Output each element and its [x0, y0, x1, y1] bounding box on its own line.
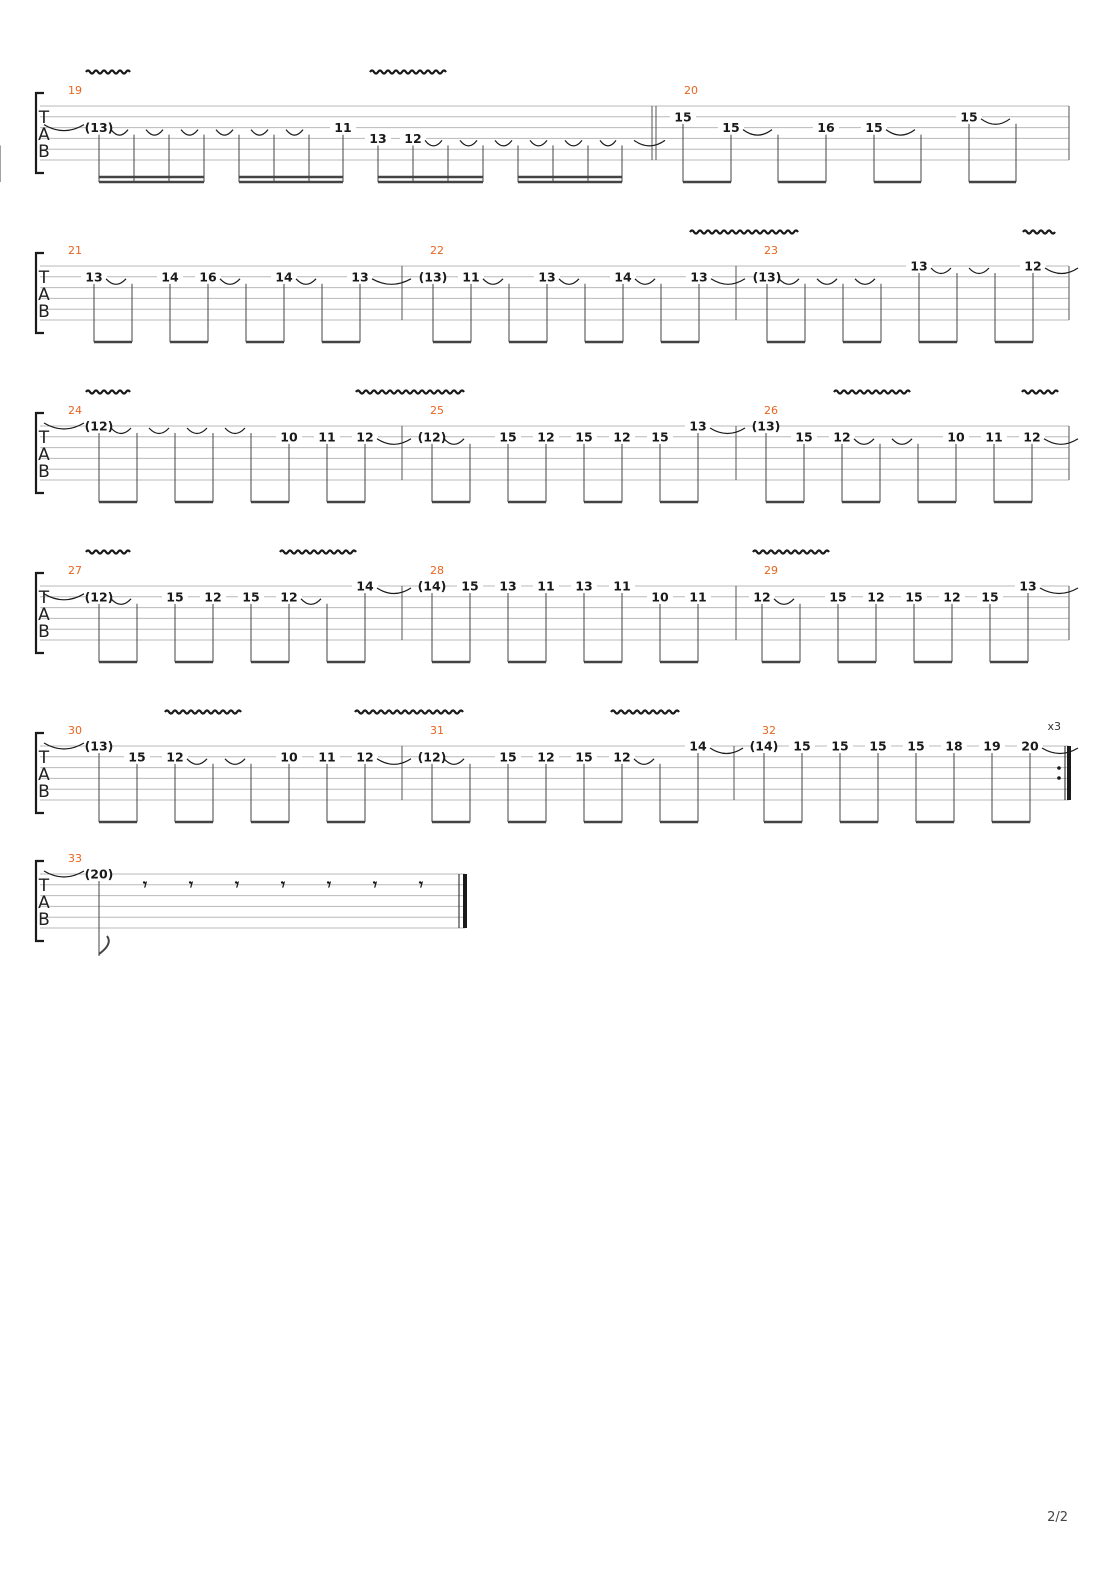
measure-number: 27	[68, 564, 82, 577]
fret-number: 20	[1021, 738, 1039, 754]
tie-arc	[1044, 439, 1078, 445]
tie-arc	[111, 428, 131, 434]
tie-arc	[106, 279, 126, 285]
fret-number: 15	[575, 749, 593, 765]
measure-number: 24	[68, 404, 82, 417]
vibrato-mark	[1022, 391, 1058, 394]
fret-number: 15	[499, 749, 517, 765]
tie-arc	[225, 759, 245, 765]
tie-arc	[743, 130, 772, 136]
tie-arc	[181, 130, 198, 136]
eighth-rest: 𝄾	[142, 875, 148, 894]
fret-number: 12	[867, 589, 885, 605]
fret-number: 15	[674, 109, 692, 125]
fret-number: 14	[614, 269, 632, 285]
tab-clef-letter: B	[38, 782, 50, 802]
tab-clef-letter: B	[38, 142, 50, 162]
measure-number: 33	[68, 852, 82, 865]
fret-number: 11	[613, 578, 631, 594]
fret-number: 15	[499, 429, 517, 445]
vibrato-mark	[611, 711, 679, 714]
fret-number: (13)	[751, 418, 781, 434]
fret-number: 15	[128, 749, 146, 765]
tab-clef-letter: B	[38, 622, 50, 642]
tab-clef-letter: T	[38, 588, 50, 608]
tab-clef-letter: T	[38, 748, 50, 768]
fret-number: 10	[947, 429, 965, 445]
fret-number: 10	[280, 749, 298, 765]
tie-arc	[220, 279, 240, 285]
tie-arc	[286, 130, 303, 136]
tie-arc	[377, 588, 411, 594]
tie-arc	[855, 279, 875, 285]
fret-number: 12	[1023, 429, 1041, 445]
fret-number: 15	[960, 109, 978, 125]
tab-clef-letter: A	[38, 285, 50, 305]
fret-number: 13	[1019, 578, 1037, 594]
fret-number: 12	[753, 589, 771, 605]
page-number: 2/2	[1047, 1510, 1068, 1525]
fret-number: 13	[910, 258, 928, 274]
fret-number: 12	[404, 130, 422, 146]
tie-arc	[377, 439, 411, 445]
eighth-rest: 𝄾	[188, 875, 194, 894]
tie-arc	[111, 599, 131, 605]
vibrato-mark	[86, 551, 130, 554]
fret-number: 18	[945, 738, 963, 754]
fret-number: 15	[905, 589, 923, 605]
vibrato-mark	[690, 231, 798, 234]
vibrato-mark	[86, 391, 130, 394]
eighth-rest: 𝄾	[418, 875, 424, 894]
vibrato-mark	[165, 711, 241, 714]
fret-number: 15	[575, 429, 593, 445]
fret-number: (13)	[84, 738, 114, 754]
tie-arc	[425, 140, 442, 146]
tie-arc	[634, 759, 654, 765]
tie-arc	[779, 279, 799, 285]
vibrato-mark	[1023, 231, 1055, 234]
measure-number: 20	[684, 84, 698, 97]
tie-arc	[444, 439, 464, 445]
measure-number: 30	[68, 724, 82, 737]
tab-system-6	[36, 852, 465, 956]
fret-number: 13	[689, 418, 707, 434]
tie-arc	[225, 428, 245, 434]
vibrato-mark	[753, 551, 829, 554]
fret-number: (14)	[749, 738, 779, 754]
fret-number: 15	[831, 738, 849, 754]
fret-number: 11	[689, 589, 707, 605]
measure-number: 21	[68, 244, 82, 257]
fret-number: 15	[461, 578, 479, 594]
tie-arc	[1040, 588, 1078, 594]
tie-arc	[216, 130, 233, 136]
fret-number: 13	[85, 269, 103, 285]
fret-number: 13	[499, 578, 517, 594]
fret-number: 16	[199, 269, 217, 285]
note-flag	[99, 936, 109, 954]
fret-number: 11	[462, 269, 480, 285]
fret-number: 12	[356, 749, 374, 765]
tab-system-3	[36, 404, 1078, 502]
fret-number: 12	[537, 749, 555, 765]
fret-number: 12	[943, 589, 961, 605]
tie-arc	[149, 428, 169, 434]
fret-number: 15	[829, 589, 847, 605]
tab-clef-letter: B	[38, 910, 50, 930]
tie-arc	[634, 140, 665, 146]
tab-clef-letter: A	[38, 125, 50, 145]
tie-arc	[187, 428, 207, 434]
fret-number: 14	[275, 269, 293, 285]
fret-number: 15	[242, 589, 260, 605]
repeat-dot	[1057, 776, 1061, 780]
measure-number: 32	[762, 724, 776, 737]
tie-arc	[892, 439, 912, 445]
fret-number: 15	[651, 429, 669, 445]
tie-arc	[710, 428, 745, 434]
tie-arc	[460, 140, 477, 146]
fret-number: (13)	[84, 120, 114, 136]
tie-arc	[296, 279, 316, 285]
tie-arc	[854, 439, 874, 445]
vibrato-mark	[86, 71, 130, 74]
fret-number: 11	[985, 429, 1003, 445]
tab-clef-letter: T	[38, 268, 50, 288]
tie-arc	[372, 279, 411, 285]
vibrato-mark	[356, 391, 464, 394]
fret-number: 13	[369, 130, 387, 146]
fret-number: 13	[575, 578, 593, 594]
fret-number: 11	[318, 429, 336, 445]
tie-arc	[444, 759, 464, 765]
fret-number: 11	[318, 749, 336, 765]
fret-number: 10	[651, 589, 669, 605]
tie-arc	[111, 130, 128, 136]
tie-arc	[600, 140, 616, 146]
fret-number: (20)	[84, 866, 114, 882]
tie-arc	[886, 130, 915, 136]
tab-clef-letter: A	[38, 445, 50, 465]
fret-number: 15	[793, 738, 811, 754]
fret-number: 15	[907, 738, 925, 754]
tie-arc	[711, 279, 745, 285]
fret-number: 12	[356, 429, 374, 445]
fret-number: 16	[817, 120, 835, 136]
fret-number: 15	[981, 589, 999, 605]
tab-clef-letter: A	[38, 893, 50, 913]
repeat-count: x3	[1047, 720, 1061, 733]
fret-number: 12	[204, 589, 222, 605]
vibrato-mark	[834, 391, 910, 394]
tab-clef-letter: T	[38, 876, 50, 896]
tie-arc	[1045, 268, 1078, 274]
measure-number: 26	[764, 404, 778, 417]
tie-arc	[301, 599, 321, 605]
fret-number: 14	[689, 738, 707, 754]
tie-arc	[635, 279, 655, 285]
fret-number: 15	[795, 429, 813, 445]
fret-number: 19	[983, 738, 1001, 754]
fret-number: 15	[865, 120, 883, 136]
fret-number: (13)	[752, 269, 782, 285]
fret-number: 12	[1024, 258, 1042, 274]
fret-number: (12)	[84, 589, 114, 605]
fret-number: (12)	[417, 429, 447, 445]
tie-arc	[377, 759, 411, 765]
vibrato-mark	[280, 551, 356, 554]
tie-arc	[774, 599, 794, 605]
tab-clef-letter: B	[38, 302, 50, 322]
tie-arc	[187, 759, 207, 765]
fret-number: 13	[690, 269, 708, 285]
fret-number: 12	[537, 429, 555, 445]
fret-number: 13	[538, 269, 556, 285]
tie-arc	[565, 140, 582, 146]
measure-number: 23	[764, 244, 778, 257]
tie-arc	[969, 268, 989, 274]
tie-arc	[483, 279, 503, 285]
tie-arc	[146, 130, 163, 136]
tie-arc	[1042, 748, 1078, 754]
tab-system-2	[36, 244, 1078, 342]
tab-system-1	[0, 84, 1069, 182]
fret-number: (12)	[84, 418, 114, 434]
eighth-rest: 𝄾	[372, 875, 378, 894]
vibrato-mark	[370, 71, 446, 74]
fret-number: 10	[280, 429, 298, 445]
fret-number: (12)	[417, 749, 447, 765]
repeat-dot	[1057, 766, 1061, 770]
measure-number: 29	[764, 564, 778, 577]
tab-clef-letter: B	[38, 462, 50, 482]
fret-number: 11	[537, 578, 555, 594]
measure-number: 25	[430, 404, 444, 417]
fret-number: 15	[166, 589, 184, 605]
tab-system-5	[36, 720, 1078, 822]
vibrato-mark	[355, 711, 463, 714]
fret-number: 14	[356, 578, 374, 594]
fret-number: 12	[613, 429, 631, 445]
tab-clef-letter: T	[38, 428, 50, 448]
eighth-rest: 𝄾	[234, 875, 240, 894]
fret-number: 12	[833, 429, 851, 445]
tie-arc	[817, 279, 837, 285]
tie-arc	[559, 279, 579, 285]
measure-number: 19	[68, 84, 82, 97]
fret-number: 14	[161, 269, 179, 285]
measure-number: 22	[430, 244, 444, 257]
fret-number: 15	[722, 120, 740, 136]
tie-arc	[251, 130, 268, 136]
measure-number: 31	[430, 724, 444, 737]
eighth-rest: 𝄾	[326, 875, 332, 894]
fret-number: 12	[280, 589, 298, 605]
tie-arc	[495, 140, 512, 146]
tab-clef-letter: A	[38, 765, 50, 785]
fret-number: (13)	[418, 269, 448, 285]
tie-arc	[931, 268, 951, 274]
eighth-rest: 𝄾	[280, 875, 286, 894]
fret-number: (14)	[417, 578, 447, 594]
tab-clef-letter: A	[38, 605, 50, 625]
tab-clef-letter: T	[38, 108, 50, 128]
fret-number: 13	[351, 269, 369, 285]
fret-number: 15	[869, 738, 887, 754]
measure-number: 28	[430, 564, 444, 577]
tie-arc	[981, 119, 1010, 125]
fret-number: 12	[166, 749, 184, 765]
tie-arc	[530, 140, 547, 146]
tie-arc	[710, 748, 743, 754]
tab-system-4	[36, 564, 1078, 662]
fret-number: 12	[613, 749, 631, 765]
fret-number: 11	[334, 120, 352, 136]
